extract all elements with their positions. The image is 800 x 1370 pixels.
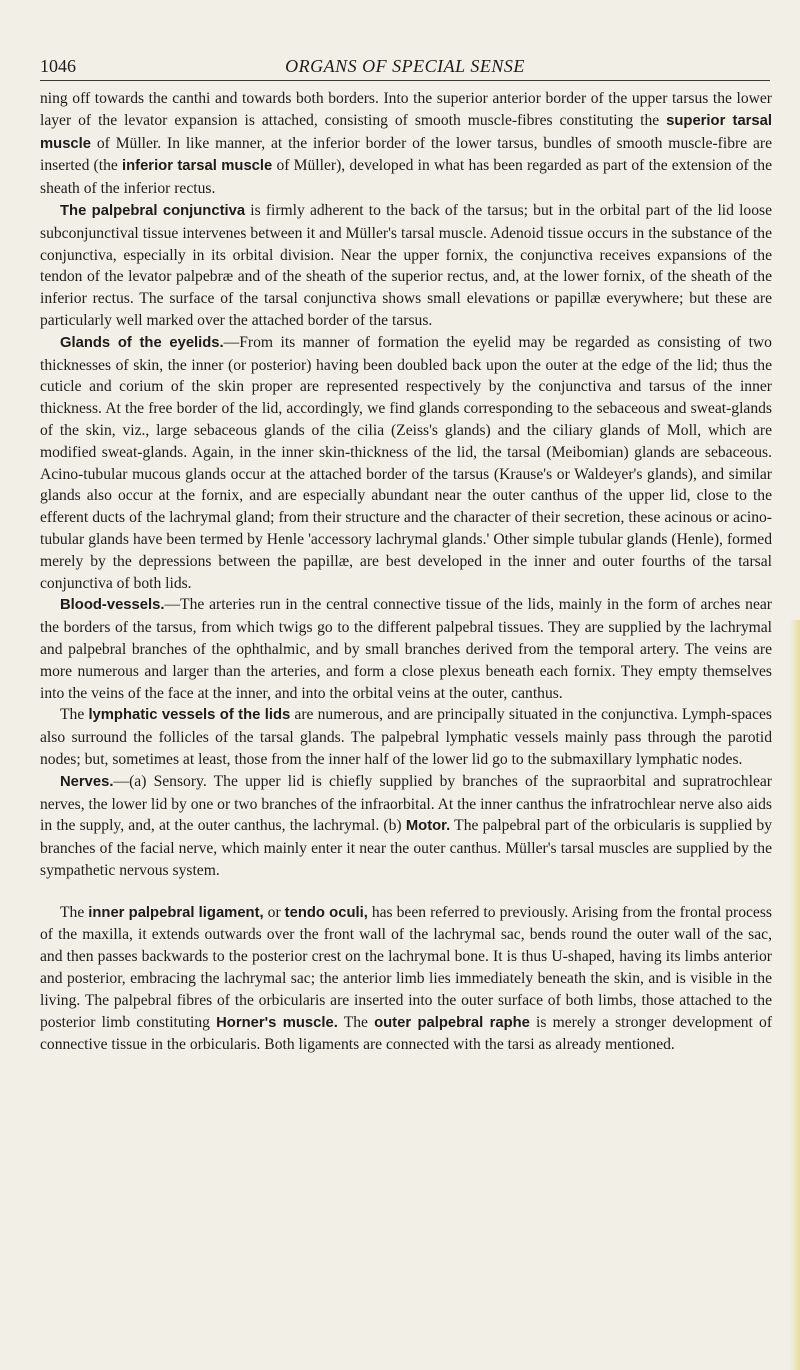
term-tendo-oculi: tendo oculi, [284,904,368,921]
paragraph-nerves [40,771,772,882]
paragraph-lymphatics [40,704,772,770]
paragraph-glands [40,332,772,595]
page-number: 1046 [40,56,76,76]
body-text [40,88,772,1056]
text-run: —(a) Sensory. The upper lid is chiefly supplied by branches of the supraorbital and supratrochlear nerves, the lower lid by one or two branches of the infraorbital. At the inner canthus the infratrochlear nerve also aids in the supply, and, at the outer canthus, the lachrymal. (b) [40,772,772,835]
term-palpebral-conjunctiva: The palpebral conjunctiva [60,202,246,219]
text-run: —The arteries run in the central connective tissue of the lids, mainly in the form of arches near the borders of the tarsus, from which twigs go to the different palpebral tissues. They are supplied by the lachrymal and palpebral branches of the ophthalmic, and by small branches derived from the temporal artery. The veins are more numerous and larger than the arteries, and form a close plexus beneath each fornix. They empty themselves into the veins of the face at the inner, and into the orbital veins at the outer, canthus. [40,596,772,702]
paragraph-tarsal-muscles [40,88,772,200]
paragraph-inner-palpebral-ligament [40,902,772,1057]
text-run: ning off towards the canthi and towards both borders. Into the superior anterior border of the upper tarsus the lower layer of the levator expansion is attached, consisting of smooth muscle-fibres constituting the [40,90,772,129]
text-run: of Müller. In like manner, at the inferior border of the lower tarsus, bundles of smooth muscle-fibre are inserted (the [40,134,772,175]
text-run: is merely a stronger development of connective tissue in the orbicularis. Both ligaments are connected with the tarsi as already mentioned. [40,1013,773,1054]
page-edge-shadow [790,620,800,1370]
term-lymphatic-vessels: lymphatic vessels of the lids [88,707,291,724]
paragraph-blood-vessels [40,594,772,704]
text-run: has been referred to previously. Arising from the frontal process of the maxilla, it extends outwards over the front wall of the lachrymal sac, bends round the outer wall of the sac, and then passes backwards to the posterior crest on the lachrymal bone. It is thus U-shaped, having its limbs anterior and posterior, embracing the lachrymal sac; the anterior limb lies immediately beneath the skin, and is visible in the living. The palpebral fibres of the orbicularis are inserted into the outer surface of both limbs, those attached to the posterior limb constituting [40,903,772,1031]
text-run: The [337,1013,375,1031]
text-run: or [263,903,285,921]
text-run: The [60,706,89,724]
page-header [40,52,770,81]
heading-glands-of-the-eyelids: Glands of the eyelids. [60,334,224,351]
term-horners-muscle: Horner's muscle. [216,1014,338,1031]
term-inferior-tarsal-muscle: inferior tarsal muscle [122,158,273,175]
term-superior-tarsal-muscle: superior tarsal muscle [40,112,772,152]
section-gap [40,882,772,902]
text-run: of Müller), developed in what has been regarded as part of the extension of the sheath of the inferior rectus. [40,157,772,198]
text-run: The [60,903,89,921]
text-run: is firmly adherent to the back of the tarsus; but in the orbital part of the lid loose subconjunctival tissue intervenes between it and Müller's tarsal muscle. Adenoid tissue occurs in the substance of the conjunctiva, especially in its orbital division. Near the upper fornix, the conjunctiva receives expansions of the tendon of the levator palpebræ and of the sheath of the superior rectus, and, at the lower fornix, of the sheath of the inferior rectus. The surface of the tarsal conjunctiva shows small elevations or papillæ everywhere; but these are particularly well marked over the attached border of the tarsus. [40,201,772,329]
text-run: are numerous, and are principally situated in the conjunctiva. Lymph-spaces also surround the follicles of the tarsal glands. The palpebral lymphatic vessels mainly pass through the parotid nodes; but, sometimes at least, those from the inner half of the lower lid go to the submaxillary lymphatic nodes. [40,706,772,768]
term-inner-palpebral-ligament: inner palpebral ligament, [88,904,264,921]
running-head: ORGANS OF SPECIAL SENSE [285,56,525,76]
term-motor: Motor. [405,818,451,835]
text-run: The palpebral part of the orbicularis is supplied by branches of the facial nerve, which mainly enter it near the outer canthus. Müller's tarsal muscles are supplied by the sympathetic nervous system. [40,817,772,879]
heading-blood-vessels: Blood-vessels. [60,597,165,614]
term-outer-palpebral-raphe: outer palpebral raphe [374,1014,530,1031]
text-run: —From its manner of formation the eyelid may be regarded as consisting of two thicknesses of skin, the inner (or posterior) having been doubled back upon the outer at the edge of the lid; thus the cuticle and corium of the skin proper are represented respectively by the conjunctiva and tarsus of the inner thickness. At the free border of the lid, accordingly, we find glands corresponding to the sebaceous and sweat-glands of the skin, viz., large sebaceous glands of the cilia (Zeiss's glands) and the ciliary glands of Moll, which are modified sweat-glands. Again, in the inner skin-thickness of the lid, the tarsal (Meibomian) glands are sebaceous. Acino-tubular mucous glands occur at the attached border of the tarsus (Krause's or Waldeyer's glands), and similar glands also occur at the fornix, and are especially abundant near the outer canthus of the upper lid, close to the efferent ducts of the lachrymal gland; from their structure and the character of their secretion, these acinous or acino-tubular glands have been termed by Henle 'accessory lachrymal glands.' Other simple tubular glands (Henle), formed merely by the depressions between the papillæ, are best developed in the inner and outer fourths of the tarsal conjunctiva of both lids. [40,333,772,592]
heading-nerves: Nerves. [60,773,114,790]
paragraph-palpebral-conjunctiva [40,200,772,332]
